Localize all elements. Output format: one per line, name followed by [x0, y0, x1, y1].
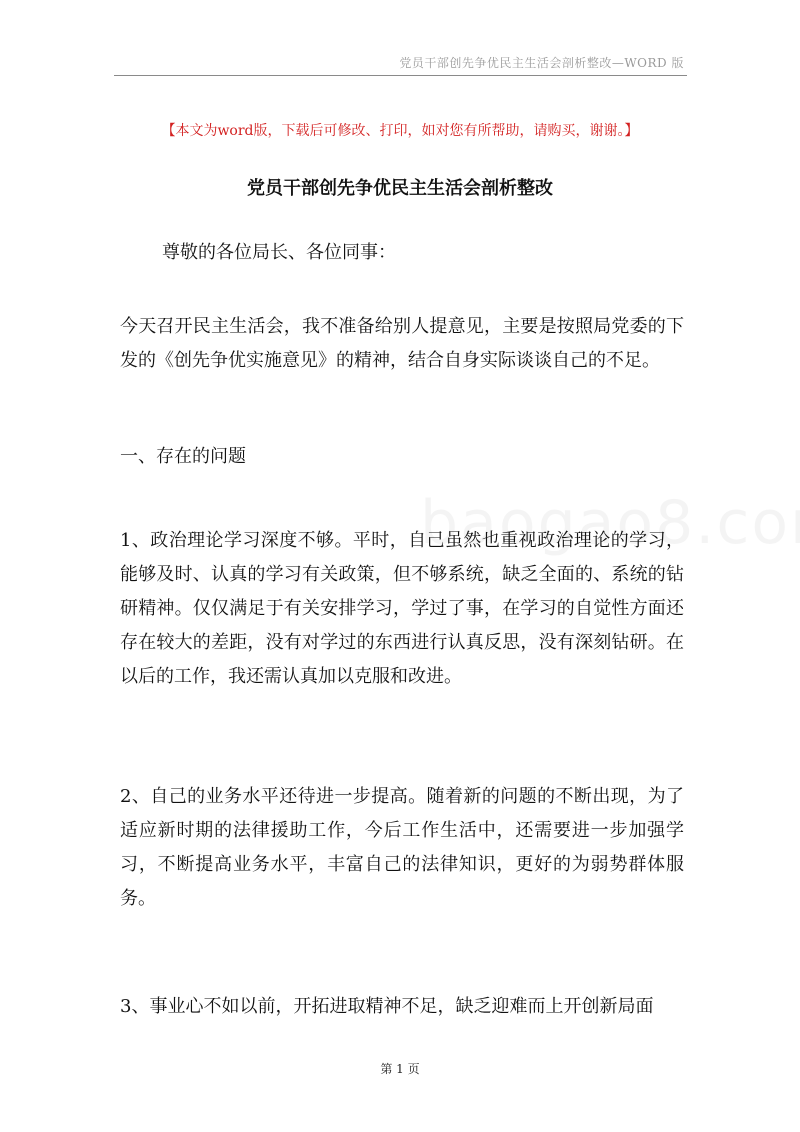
document-title: 党员干部创先争优民主生活会剖析整改 — [247, 178, 553, 199]
paragraph-item-3: 3、事业心不如以前，开拓进取精神不足，缺乏迎难而上开创新局面 — [120, 996, 654, 1017]
section-heading: 一、存在的问题 — [120, 446, 246, 467]
running-header: 党员干部创先争优民主生活会剖析整改—WORD 版 — [399, 56, 684, 70]
purchase-notice: 【本文为word版，下载后可修改、打印，如对您有所帮助，请购买，谢谢。】 — [161, 123, 639, 139]
page-number: 第 1 页 — [380, 1062, 420, 1076]
paragraph-item-2: 2、自己的业务水平还待进一步提高。随着新的问题的不断出现，为了适应新时期的法律援助工作，今后工作生活中，还需要进一步加强学习，不断提高业务水平，丰富自己的法律知识，更好的为弱势群体服务。 — [120, 786, 684, 909]
paragraph-item-1: 1、政治理论学习深度不够。平时，自己虽然也重视政治理论的学习，能够及时、认真的学习有关政策，但不够系统，缺乏全面的、系统的钻研精神。仅仅满足于有关安排学习，学过了事，在学习的自觉性方面还存在较大的差距，没有对学过的东西进行认真反思，没有深刻钻研。在以后的工作，我还需认真加以克服和改进。 — [120, 530, 684, 687]
paragraph-intro: 今天召开民主生活会，我不准备给别人提意见，主要是按照局党委的下发的《创先争优实施意见》的精神，结合自身实际谈谈自己的不足。 — [120, 316, 684, 371]
header-divider — [114, 75, 687, 76]
salutation: 尊敬的各位局长、各位同事： — [162, 242, 396, 263]
